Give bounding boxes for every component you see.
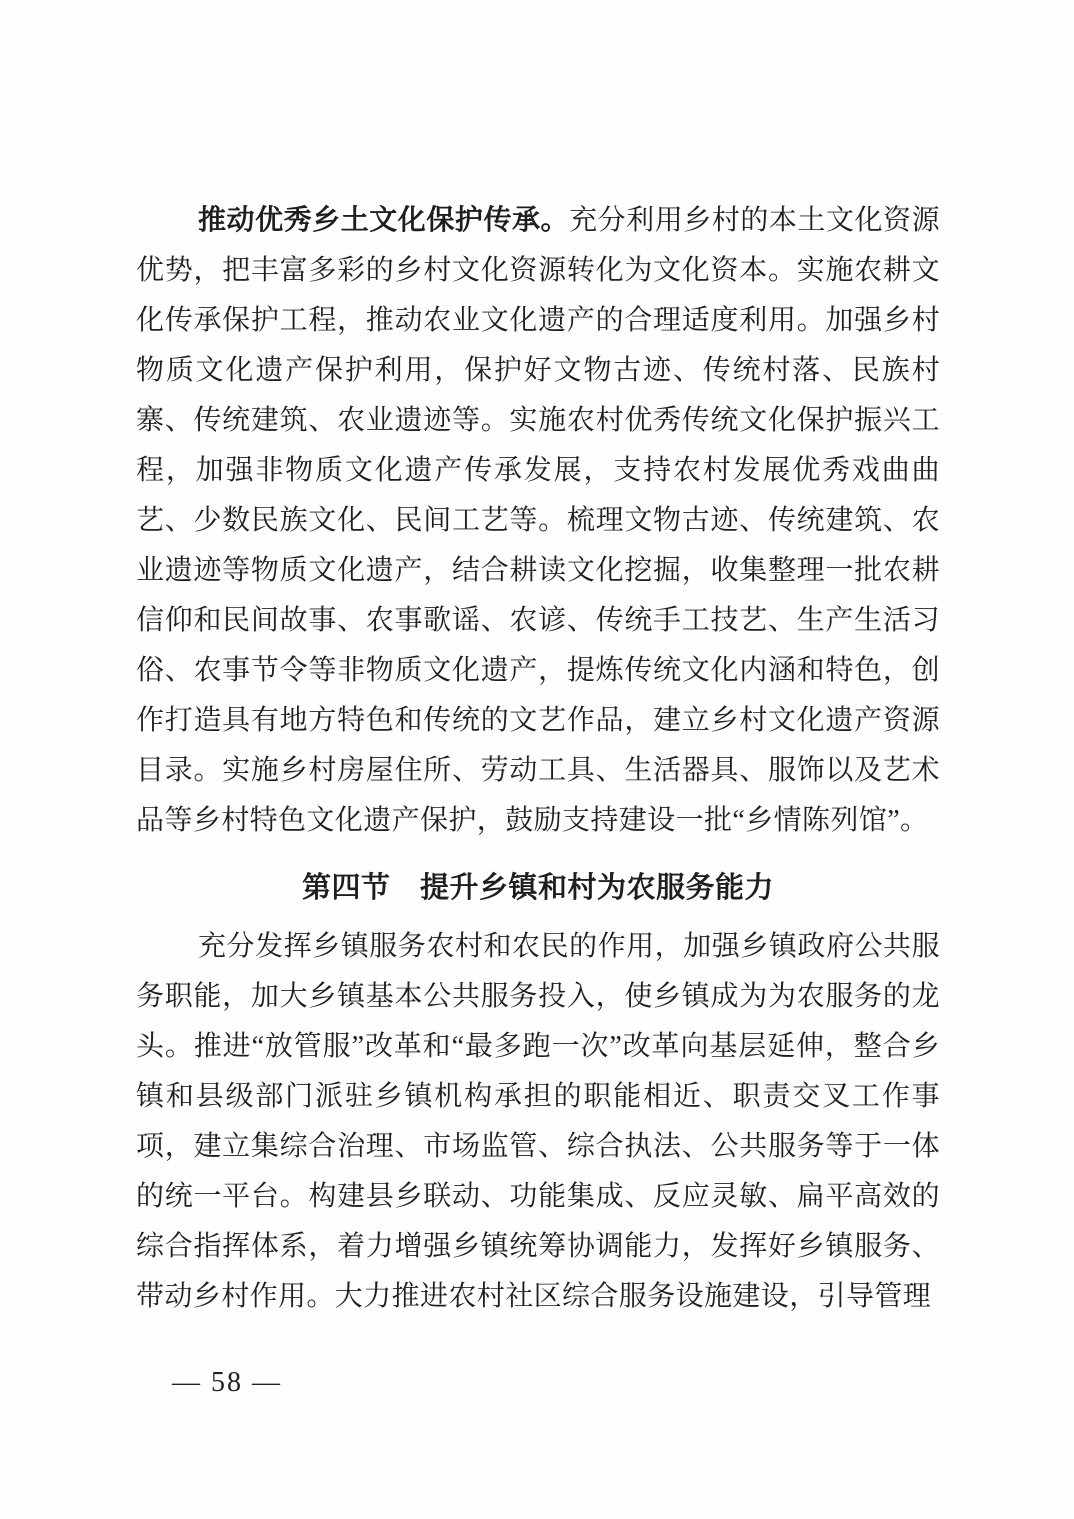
paragraph-body-text: 充分利用乡村的本土文化资源优势，把丰富多彩的乡村文化资源转化为文化资本。实施农耕文化传承保护工程，推动农业文化遗产的合理适度利用。加强乡村物质文化遗产保护利用，保护好文物古迹、传统村落、民族村寨、传统建筑、农业遗迹等。实施农村优秀传统文化保护振兴工程，加强非物质文化遗产传承发展，支持农村发展优秀戏曲曲艺、少数民族文化、民间工艺等。梳理文物古迹、传统建筑、农业遗迹等物质文化遗产，结合耕读文化挖掘，收集整理一批农耕信仰和民间故事、农事歌谣、农谚、传统手工技艺、生产生活习俗、农事节令等非物质文化遗产，提炼传统文化内涵和特色，创作打造具有地方特色和传统的文艺作品，建立乡村文化遗产资源目录。实施乡村房屋住所、劳动工具、生活器具、服饰以及艺术品等乡村特色文化遗产保护，鼓励支持建设一批“乡情陈列馆”。 <box>136 205 941 836</box>
paragraph-lead-bold: 推动优秀乡土文化保护传承。 <box>198 205 570 236</box>
paragraph-township-services: 充分发挥乡镇服务农村和农民的作用，加强乡镇政府公共服务职能，加大乡镇基本公共服务投入，使乡镇成为为农服务的龙头。推进“放管服”改革和“最多跑一次”改革向基层延伸，整合乡镇和县级部门派驻乡镇机构承担的职能相近、职责交叉工作事项，建立集综合治理、市场监管、综合执法、公共服务等于一体的统一平台。构建县乡联动、功能集成、反应灵敏、扁平高效的综合指挥体系，着力增强乡镇统筹协调能力，发挥好乡镇服务、带动乡村作用。大力推进农村社区综合服务设施建设，引导管理 <box>136 931 940 1312</box>
document-content <box>136 196 940 1322</box>
page-number: — 58 — <box>172 1367 282 1398</box>
section-heading: 第四节 提升乡镇和村为农服务能力 <box>301 872 774 904</box>
paragraph-culture-heritage <box>136 196 940 846</box>
